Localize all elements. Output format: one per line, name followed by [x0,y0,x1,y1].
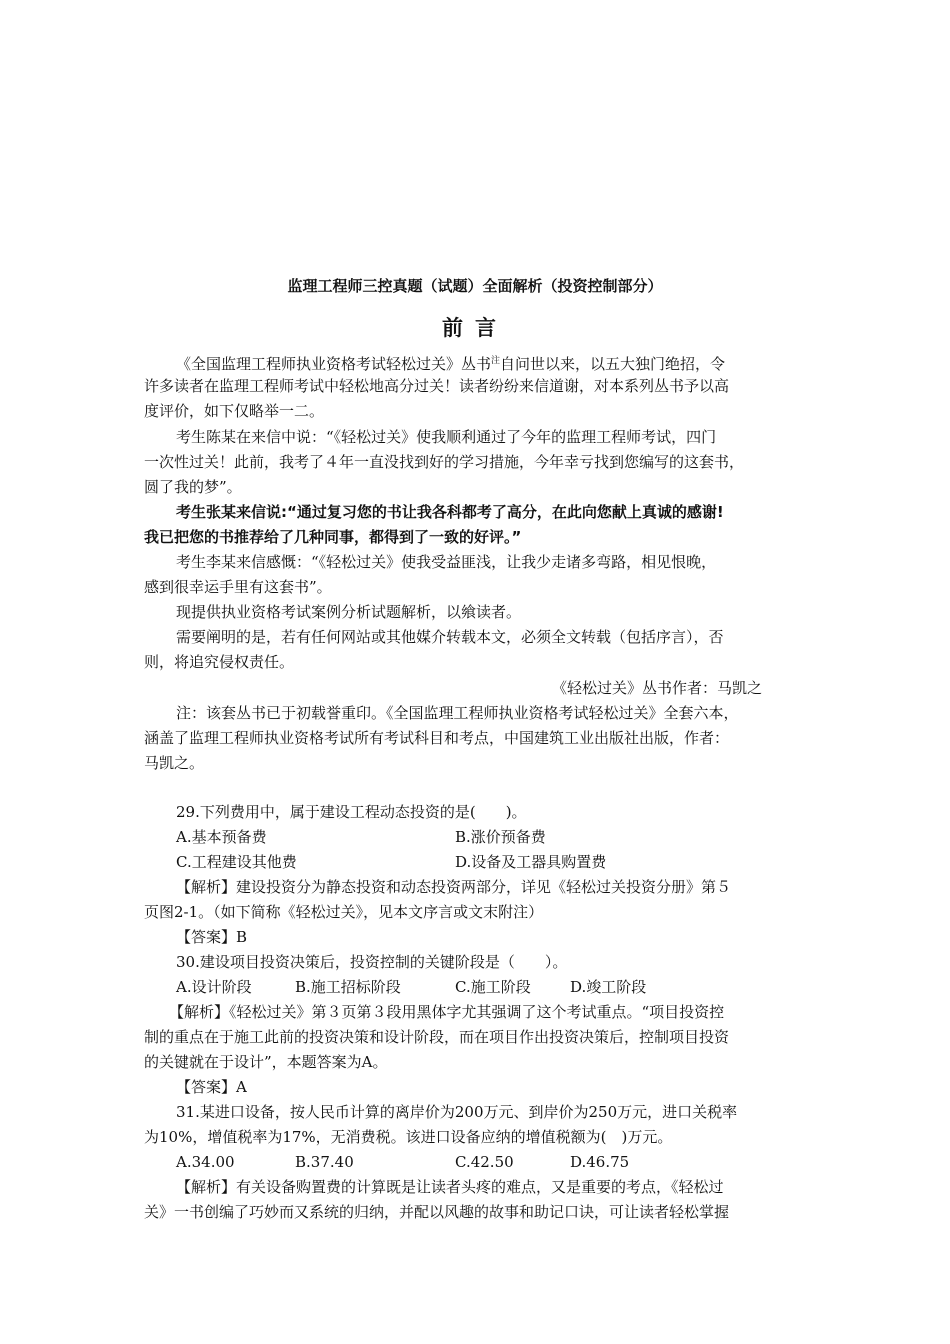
document-title: 监理工程师三控真题（试题）全面解析（投资控制部分） [287,277,663,295]
preface-line: 许多读者在监理工程师考试中轻松地高分过关！读者纷纷来信道谢，对本系列丛书予以高 [144,377,730,395]
question-29-option-b: B.涨价预备费 [455,828,546,846]
preface-line: 圆了我的梦”。 [144,478,242,496]
question-30-option-d: D.竣工阶段 [570,978,647,996]
preface-line: 感到很幸运手里有这套书”。 [144,578,332,596]
question-31-option-b: B.37.40 [295,1153,354,1171]
question-31-stem: 31.某进口设备，按人民币计算的离岸价为200万元、到岸价为250万元，进口关税率 [176,1103,738,1121]
preface-line-bold: 考生张某来信说:“通过复习您的书让我各科都考了高分，在此向您献上真诚的感谢! [176,503,724,521]
note-line: 注：该套丛书已于初载誉重印。《全国监理工程师执业资格考试轻松过关》全套六本， [176,704,739,722]
preface-line-bold: 我已把您的书推荐给了几种同事，都得到了一致的好评。” [144,528,522,546]
question-30-analysis: 的关键就在于设计”，本题答案为A。 [144,1053,388,1071]
author-signature: 《轻松过关》丛书作者：马凯之 [552,679,763,697]
question-29-option-c: C.工程建设其他费 [176,853,297,871]
preface-line: 《全国监理工程师执业资格考试轻松过关》丛书$^注$自问世以来，以五大独门绝招，令 [176,355,726,373]
question-30-option-a: A.设计阶段 [176,978,252,996]
question-30-option-b: B.施工招标阶段 [295,978,401,996]
question-30-answer: 【答案】A [176,1078,247,1096]
question-31-option-c: C.42.50 [455,1153,514,1171]
question-29-analysis: 页图2-1。（如下简称《轻松过关》，见本文序言或文末附注） [144,903,544,921]
question-29-analysis: 【解析】建设投资分为静态投资和动态投资两部分，详见《轻松过关投资分册》第５ [176,878,732,896]
question-31-option-a: A.34.00 [176,1153,235,1171]
question-30-analysis: 制的重点在于施工此前的投资决策和设计阶段，而在项目作出投资决策后，控制项目投资 [144,1028,730,1046]
question-30-analysis: 【解析】《轻松过关》第３页第３段用黑体字尤其强调了这个考试重点。“项目投资控 [169,1003,725,1021]
preface-heading: 前言 [442,316,508,340]
preface-line: 考生陈某在来信中说：“《轻松过关》使我顺利通过了今年的监理工程师考试，四门 [176,428,717,446]
question-31-analysis: 关》一书创编了巧妙而又系统的归纳，并配以风趣的故事和助记口诀，可让读者轻松掌握 [144,1203,730,1221]
question-31-analysis: 【解析】有关设备购置费的计算既是让读者头疼的难点，又是重要的考点，《轻松过 [176,1178,724,1196]
question-30-stem: 30.建设项目投资决策后，投资控制的关键阶段是（ ）。 [176,953,568,971]
note-line: 马凯之。 [144,754,205,772]
footnote-marker: 注 [491,356,501,366]
question-29-answer: 【答案】B [176,928,248,946]
question-29-stem: 29.下列费用中，属于建设工程动态投资的是( )。 [176,803,527,821]
preface-line: 现提供执业资格考试案例分析试题解析，以飨读者。 [176,603,522,621]
preface-line: 考生李某来信感慨：“《轻松过关》使我受益匪浅，让我少走诸多弯路，相见恨晚， [176,553,717,571]
preface-line: 度评价，如下仅略举一二。 [144,402,325,420]
preface-line: 则，将追究侵权责任。 [144,653,295,671]
question-29-option-a: A.基本预备费 [176,828,267,846]
question-31-option-d: D.46.75 [570,1153,630,1171]
preface-line: 需要阐明的是，若有任何网站或其他媒介转载本文，必须全文转载（包括序言），否 [176,628,724,646]
question-30-option-c: C.施工阶段 [455,978,531,996]
note-line: 涵盖了监理工程师执业资格考试所有考试科目和考点，中国建筑工业出版社出版，作者： [144,729,730,747]
question-31-stem: 为10%，增值税率为17%，无消费税。该进口设备应纳的增值税额为( )万元。 [144,1128,673,1146]
preface-line: 一次性过关！此前，我考了４年一直没找到好的学习措施，今年幸亏找到您编写的这套书， [144,453,745,471]
question-29-option-d: D.设备及工器具购置费 [455,853,607,871]
